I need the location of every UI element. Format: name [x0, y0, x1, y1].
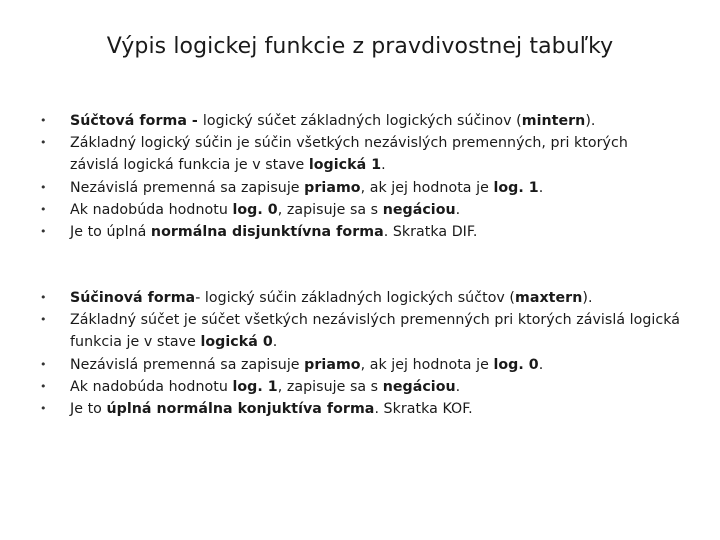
bold-text-run: priamo: [304, 356, 361, 373]
text-run: , ak jej hodnota je: [360, 179, 494, 196]
bullet-item: [40, 221, 680, 243]
slide-title: Výpis logickej funkcie z pravdivostnej tabuľky: [106, 34, 614, 59]
text-run: . Skratka DIF.: [383, 224, 478, 241]
bold-text-run: normálna disjunktívna forma: [150, 224, 384, 241]
text-run: , zapisuje sa s: [277, 378, 383, 395]
text-run: Ak nadobúda hodnotu: [70, 378, 233, 395]
text-run: , ak jej hodnota je: [360, 356, 494, 373]
bullet-item: [40, 110, 680, 132]
bold-text-run: maxtern: [515, 290, 583, 306]
text-run: ).: [585, 113, 596, 129]
text-run: - logický súčin základných logických súčtov (: [195, 290, 516, 306]
bold-text-run: Súčtová forma -: [70, 113, 203, 129]
bold-text-run: negáciou: [382, 201, 456, 218]
text-run: logický súčet základných logických súčinov (: [202, 113, 522, 129]
text-run: Je to: [70, 401, 107, 418]
bold-text-run: log. 0: [232, 201, 278, 218]
bullet-item: [40, 309, 680, 353]
bold-text-run: log. 1: [232, 378, 278, 395]
text-run: .: [272, 334, 278, 351]
text-run: Základný logický súčin je súčin všetkých nezávislých premenných, pri ktorých závislá logická funkcia je v stave: [70, 135, 628, 174]
text-run: Ak nadobúda hodnotu: [70, 201, 233, 218]
bullet-item: [40, 177, 680, 199]
text-run: .: [455, 201, 461, 218]
bullet-list-sum-form: [40, 110, 680, 243]
text-run: ).: [582, 290, 593, 306]
bullet-item: [40, 376, 680, 398]
bold-text-run: log. 1: [493, 179, 539, 196]
bullet-list-product-form: [40, 287, 680, 420]
text-run: . Skratka KOF.: [374, 401, 473, 418]
bold-text-run: Súčinová forma: [70, 290, 196, 306]
bullet-item: [40, 199, 680, 221]
bold-text-run: logická 1: [308, 157, 382, 174]
text-run: , zapisuje sa s: [277, 201, 383, 218]
bold-text-run: priamo: [304, 179, 361, 196]
text-run: Je to úplná: [70, 224, 151, 241]
bold-text-run: log. 0: [493, 356, 539, 373]
text-run: .: [538, 356, 544, 373]
text-run: .: [538, 179, 544, 196]
bullet-item: [40, 354, 680, 376]
bold-text-run: úplná normálna konjuktíva forma: [106, 401, 375, 418]
bullet-item: [40, 287, 680, 309]
bold-text-run: logická 0: [200, 334, 273, 351]
bold-text-run: negáciou: [382, 378, 456, 395]
bold-text-run: mintern: [521, 113, 586, 129]
bullet-item: [40, 132, 680, 176]
text-run: Nezávislá premenná sa zapisuje: [70, 179, 305, 196]
text-run: .: [381, 157, 386, 174]
bullet-item: [40, 398, 680, 420]
text-run: Základný súčet je súčet všetkých nezávislých premenných pri ktorých závislá logická funkcia je v stave: [70, 312, 680, 351]
text-run: .: [455, 378, 461, 395]
text-run: Nezávislá premenná sa zapisuje: [70, 356, 305, 373]
